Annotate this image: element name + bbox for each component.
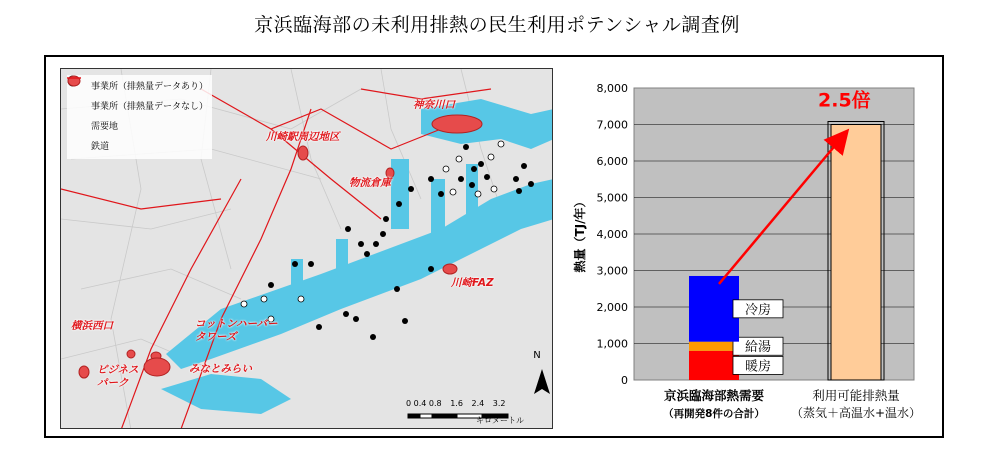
bar-segment [831, 125, 881, 381]
scale-tick: 0.8 [428, 399, 442, 408]
legend-label: 事業所（排熱量データなし） [91, 102, 209, 112]
map-panel [60, 68, 553, 429]
legend-item-facility-nodata [71, 97, 208, 117]
map-label-kawasaki-station: 川崎駅周辺地区 [266, 131, 340, 143]
chart-panel [570, 68, 938, 434]
bar-segment [689, 342, 739, 351]
map-label-kawasaki-faz: 川崎FAZ [451, 277, 494, 289]
segment-label: 暖房 [744, 359, 772, 375]
category-sublabel: （蒸気＋高温水+温水） [790, 406, 922, 420]
y-axis-label: 熱量（TJ/年） [573, 195, 587, 273]
scale-tick: 2.4 [471, 399, 485, 408]
legend-label: 事業所（排熱量データあり） [91, 82, 209, 92]
legend-label: 需要地 [91, 122, 119, 132]
map-legend [67, 75, 212, 159]
y-tick-label: 0 [621, 374, 628, 387]
page-title: 京浜臨海部の未利用排熱の民生利用ポテンシャル調査例 [254, 14, 740, 36]
scale-unit: キロメートル [476, 416, 524, 425]
legend-item-rail [71, 137, 208, 157]
y-tick-label: 7,000 [596, 118, 628, 132]
scale-bar [406, 399, 524, 426]
y-tick-label: 2,000 [596, 301, 628, 314]
y-tick-label: 5,000 [596, 191, 628, 205]
ratio-annotation: 2.5倍 [818, 89, 871, 112]
map-label-butsuryu: 物流倉庫 [349, 177, 391, 189]
y-tick-label: 1,000 [596, 337, 628, 351]
segment-label: 給湯 [744, 340, 772, 356]
map-label-yokohama-nishiguchi: 横浜西口 [71, 320, 113, 332]
category-label: 利用可能排熱量 [812, 388, 900, 403]
bar-chart [570, 68, 938, 434]
legend-item-demand [71, 117, 208, 137]
legend-item-facility-data [71, 77, 208, 97]
map-label-kanagawa-kuchi: 神奈川口 [413, 99, 455, 111]
y-tick-label: 3,000 [596, 264, 628, 278]
segment-label: 冷房 [744, 302, 772, 318]
category-sublabel: （再開発8件の合計） [663, 408, 765, 420]
scale-tick: 0.4 [413, 399, 427, 408]
north-arrow-label: N [533, 350, 541, 361]
y-tick-label: 4,000 [596, 228, 628, 241]
bar-segment [689, 276, 739, 342]
scale-tick: 3.2 [492, 399, 506, 408]
map-label-cotton-harbor: コットンハーバー タワーズ [195, 318, 278, 343]
legend-label: 鉄道 [91, 142, 110, 152]
y-tick-label: 8,000 [596, 82, 628, 95]
map-label-business-park: ビジネス パーク [97, 364, 139, 389]
category-label: 京浜臨海部熱需要 [663, 388, 765, 403]
scale-tick: 0 [406, 399, 412, 408]
bar-segment [689, 351, 739, 380]
map-label-minatomirai: みなとみらい [189, 363, 252, 375]
y-tick-label: 6,000 [596, 155, 628, 168]
scale-tick: 1.6 [450, 399, 463, 408]
